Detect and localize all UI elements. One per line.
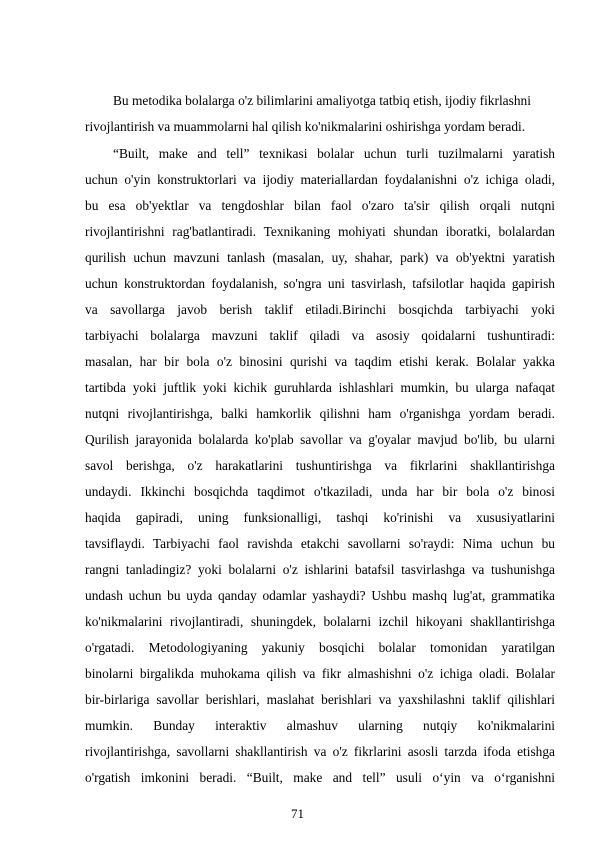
text-line: rangni tanladingiz? yoki bolalarni o'z ishlarini batafsil tasvirlashga va tushunishga [85,562,555,577]
text-line: o'rgatadi. Metodologiyaning yakuniy bosqichi bolalar tomonidan yaratilgan [85,640,555,655]
text-line: tarbiyachi bolalarga mavzuni taklif qiladi va asosiy qoidalarni tushuntiradi: [85,328,555,343]
text-line: bir-birlariga savollar berishlari, maslahat berishlari va yaxshilashni taklif qilishlari [85,692,555,707]
text-line: “Built, make and tell” texnikasi bolalar uchun turli tuzilmalarni yaratish [113,146,555,161]
text-line: qurilish uchun mavzuni tanlash (masalan, uy, shahar, park) va ob'yektni yaratish [85,250,555,265]
page-number: 71 [291,806,304,821]
text-line: uchun konstruktordan foydalanish, so'ngra uni tasvirlash, tafsilotlar haqida gapirish [85,276,555,291]
text-line: mumkin. Bunday interaktiv almashuv ularning nutqiy ko'nikmalarini [85,718,555,733]
text-line: rivojlantirish va muammolarni hal qilish ko'nikmalarini oshirishga yordam beradi. [85,119,526,134]
text-line: rivojlantirishga, savollarni shakllantirish va o'z fikrlarini asosli tarzda ifoda etishga [85,744,555,759]
text-line: haqida gapiradi, uning funksionalligi, tashqi ko'rinishi va xususiyatlarini [85,510,555,525]
text-line: undaydi. Ikkinchi bosqichda taqdimot o'tkaziladi, unda har bir bola o'z binosi [85,484,555,499]
text-line: masalan, har bir bola o'z binosini qurishi va taqdim etishi kerak. Bolalar yakka [85,354,555,369]
text-line: binolarni birgalikda muhokama qilish va fikr almashishni o'z ichiga oladi. Bolalar [85,666,555,681]
text-line: tartibda yoki juftlik yoki kichik guruhlarda ishlashlari mumkin, bu ularga nafaqat [85,380,555,395]
text-line: rivojlantirishni rag'batlantiradi. Texnikaning mohiyati shundan iboratki, bolalardan [85,224,555,239]
text-line: o'rgatish imkonini beradi. “Built, make and tell” usuli o‘yin va o‘rganishni [85,770,555,785]
text-line: nutqni rivojlantirishga, balki hamkorlik qilishni ham o'rganishga yordam beradi. [85,406,555,421]
text-line: ko'nikmalarini rivojlantiradi, shuningdek, bolalarni izchil hikoyani shakllantirishga [85,614,555,629]
text-line: bu esa ob'yektlar va tengdoshlar bilan faol o'zaro ta'sir qilish orqali nutqni [85,198,555,213]
text-line: tavsiflaydi. Tarbiyachi faol ravishda etakchi savollarni so'raydi: Nima uchun bu [85,536,555,551]
text-line: va savollarga javob berish taklif etiladi.Birinchi bosqichda tarbiyachi yoki [85,302,555,317]
text-line: undash uchun bu uyda qanday odamlar yashaydi? Ushbu mashq lug'at, grammatika [85,588,555,603]
text-line: Qurilish jarayonida bolalarda ko'plab savollar va g'oyalar mavjud bo'lib, bu ularni [85,432,555,447]
text-line: savol berishga, o'z harakatlarini tushuntirishga va fikrlarini shakllantirishga [85,458,555,473]
text-line: Bu metodika bolalarga o'z bilimlarini amaliyotga tatbiq etish, ijodiy fikrlashni [113,93,531,108]
text-line: uchun o'yin konstruktorlari va ijodiy materiallardan foydalanishni o'z ichiga oladi, [85,172,555,187]
